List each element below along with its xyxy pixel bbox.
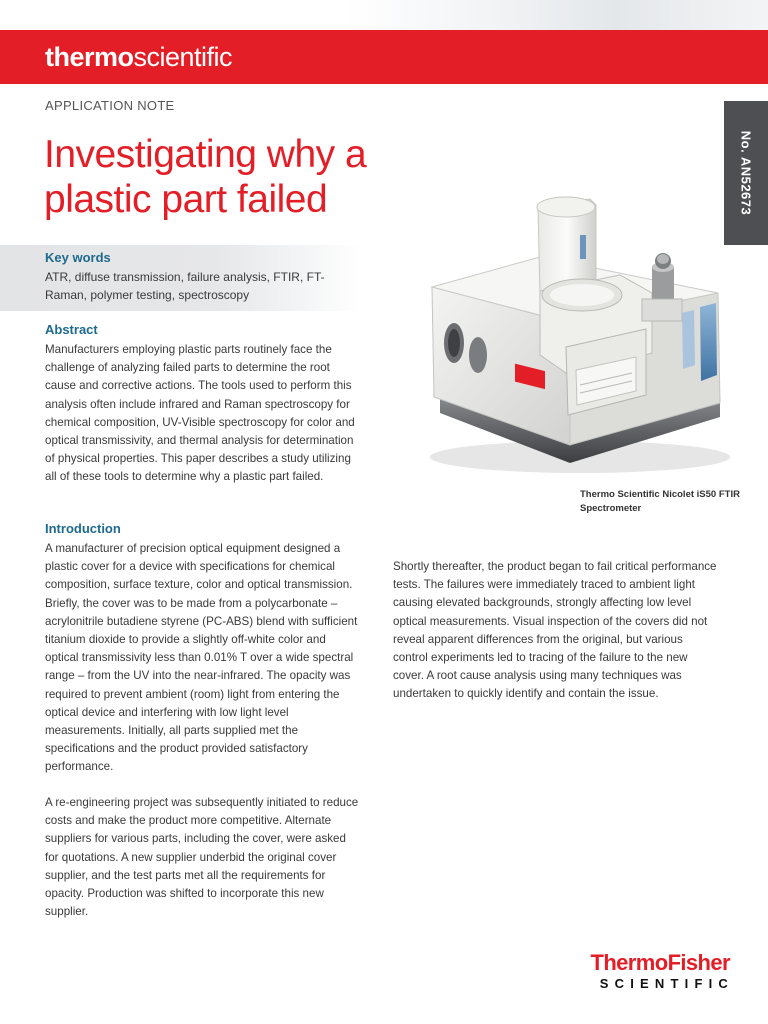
header-decoration (0, 0, 768, 30)
document-number-tab (724, 101, 768, 245)
brand-bold: thermo (45, 42, 134, 72)
thermofisher-logo (540, 950, 734, 992)
keywords-text: ATR, diffuse transmission, failure analysis, FTIR, FT-Raman, polymer testing, spectroscopy (45, 270, 325, 302)
logo-line-2: SCIENTIFIC (599, 976, 734, 991)
document-number: No. AN52673 (738, 130, 754, 216)
introduction-paragraph-2: A re-engineering project was subsequently initiated to reduce costs and make the product more competitive. Alternate suppliers for various parts, including the cover, were asked for quotations. A new supplier underbid the original cover supplier, and the test parts met all the requirements for opacity. Production was shifted to incorporate this new supplier. (45, 796, 359, 919)
document-type: APPLICATION NOTE (45, 98, 175, 113)
keywords-heading: Key words (45, 250, 111, 265)
page-title: Investigating why a plastic part failed (44, 133, 367, 221)
figure-caption: Thermo Scientific Nicolet iS50 FTIR Spectrometer (580, 489, 740, 514)
abstract-heading: Abstract (45, 322, 98, 337)
abstract-text: Manufacturers employing plastic parts routinely face the challenge of analyzing failed parts to determine the root cause and corrective actions. The tools used to perform this analysis often include infrared and Raman spectroscopy for chemical composition, UV-Visible spectroscopy for color and optical transmissivity, and thermal analysis for determination of physical properties. This paper describes a study utilizing all of these tools to determine why a plastic part failed. (45, 343, 355, 484)
introduction-heading: Introduction (45, 521, 121, 536)
introduction-paragraph-1: A manufacturer of precision optical equipment designed a plastic cover for a device with specifications for chemical composition, surface texture, color and optical transmission. Briefly, the cover was to be made from a polycarbonate – acrylonitrile butadiene styrene (PC-ABS) blend with sufficient titanium dioxide to provide a slightly off-white color and optical transmissivity less than 0.01% T over a wide spectral range – from the UV into the near-infrared. The opacity was required to prevent ambient (room) light from entering the optical device and interfering with low light level measurements. Initially, all parts supplied met the specifications and the product provided satisfactory performance. (45, 542, 358, 774)
spectrometer-image (420, 195, 730, 480)
thermo-scientific-logo (45, 42, 232, 72)
brand-light: scientific (133, 42, 233, 72)
introduction-paragraph-3: Shortly thereafter, the product began to fail critical performance tests. The failures were immediately traced to ambient light causing elevated backgrounds, strongly affecting low level optical measurements. Visual inspection of the covers did not reveal apparent differences from the original, but various control experiments led to tracing of the failure to the new cover. A root cause analysis using many techniques was undertaken to quickly identify and contain the issue. (393, 560, 717, 701)
logo-line-1: ThermoFisher (590, 950, 730, 975)
